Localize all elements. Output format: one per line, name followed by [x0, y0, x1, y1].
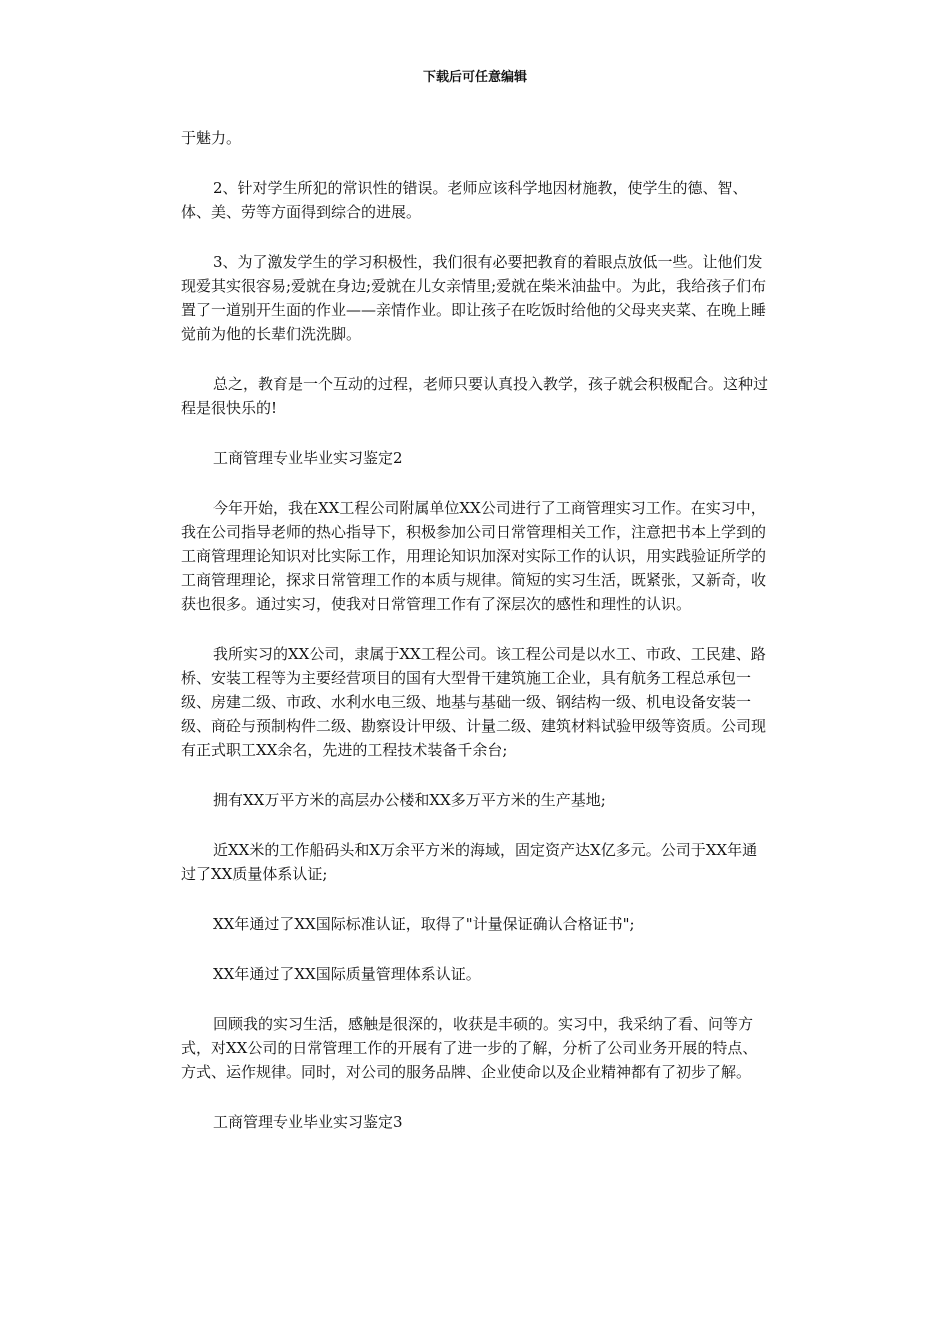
paragraph: 今年开始，我在XX工程公司附属单位XX公司进行了工商管理实习工作。在实习中，我在公司指导老师的热心指导下，积极参加公司日常管理相关工作，注意把书本上学到的工商管理理论知识对比实际工作，用理论知识加深对实际工作的认识，用实践验证所学的工商管理理论，探求日常管理工作的本质与规律。简短的实习生活，既紧张，又新奇，收获也很多。通过实习，使我对日常管理工作有了深层次的感性和理性的认识。 [181, 499, 767, 613]
paragraph: XX年通过了XX国际质量管理体系认证。 [213, 965, 481, 983]
paragraph: 近XX米的工作船码头和X万余平方米的海域，固定资产达X亿多元。公司于XX年通过了XX质量体系认证; [181, 841, 758, 883]
paragraph: XX年通过了XX国际标准认证，取得了"计量保证确认合格证书"; [213, 915, 635, 933]
document-body [181, 126, 771, 1160]
paragraph: 2、针对学生所犯的常识性的错误。老师应该科学地因材施教，使学生的德、智、体、美、劳等方面得到综合的进展。 [181, 179, 748, 221]
paragraph: 于魅力。 [181, 129, 242, 147]
paragraph: 我所实习的XX公司，隶属于XX工程公司。该工程公司是以水工、市政、工民建、路桥、安装工程等为主要经营项目的国有大型骨干建筑施工企业，具有航务工程总承包一级、房建二级、市政、水利水电三级、地基与基础一级、钢结构一级、机电设备安装一级、商砼与预制构件二级、勘察设计甲级、计量二级、建筑材料试验甲级等资质。公司现有正式职工XX余名，先进的工程技术装备千余台; [181, 645, 767, 759]
paragraph: 总之，教育是一个互动的过程，老师只要认真投入教学，孩子就会积极配合。这种过程是很快乐的! [181, 375, 769, 417]
section-heading: 工商管理专业毕业实习鉴定2 [213, 449, 403, 467]
page-header: 下载后可任意编辑 [422, 70, 527, 85]
paragraph: 拥有XX万平方米的高层办公楼和XX多万平方米的生产基地; [213, 791, 606, 809]
paragraph: 回顾我的实习生活，感触是很深的，收获是丰硕的。实习中，我采纳了看、问等方式，对XX公司的日常管理工作的开展有了进一步的了解，分析了公司业务开展的特点、方式、运作规律。同时，对公司的服务品牌、企业使命以及企业精神都有了初步了解。 [181, 1015, 758, 1081]
section-heading: 工商管理专业毕业实习鉴定3 [213, 1113, 403, 1131]
paragraph: 3、为了激发学生的学习积极性，我们很有必要把教育的着眼点放低一些。让他们发现爱其实很容易;爱就在身边;爱就在儿女亲情里;爱就在柴米油盐中。为此，我给孩子们布置了一道别开生面的作业——亲情作业。即让孩子在吃饭时给他的父母夹夹菜、在晚上睡觉前为他的长辈们洗洗脚。 [181, 253, 767, 343]
